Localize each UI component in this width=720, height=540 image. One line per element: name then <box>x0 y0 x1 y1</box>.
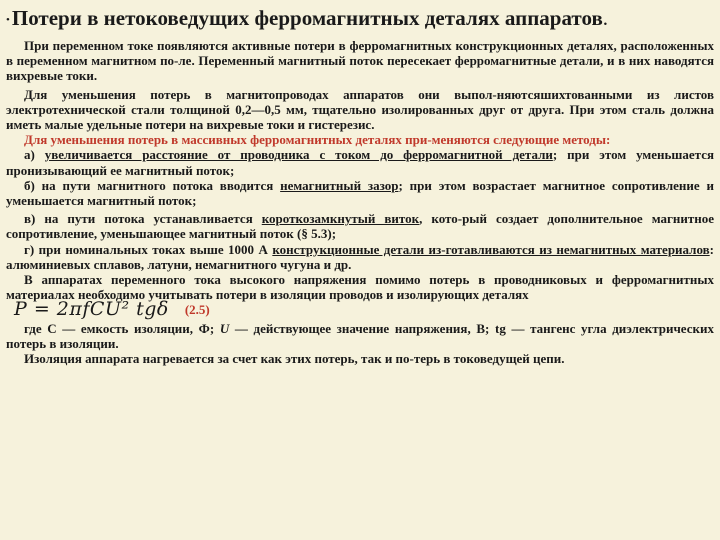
bullet-mark: • <box>6 14 10 27</box>
item-a-rest: ; при этом уменьшается пронизывающий ее магнитный поток; <box>6 147 714 178</box>
item-d-rest: : алюминиевых сплавов, латуни, немагнитного чугуна и др. <box>6 241 714 272</box>
paragraph-formula-legend <box>6 321 714 351</box>
method-item-d <box>6 242 714 272</box>
method-item-a <box>6 147 714 177</box>
paragraph-methods-intro: Для уменьшения потерь в массивных ферромагнитных деталях при-меняются следующие методы: <box>24 132 611 148</box>
item-b-rest: ; при этом возрастает магнитное сопротивление и уменьшается магнитный поток; <box>6 177 715 209</box>
slide-body <box>6 38 714 366</box>
item-a-underlined: увеличивается расстояние от проводника с током до ферромагнитной детали <box>44 147 553 163</box>
title-period: . <box>602 6 609 30</box>
slide-title <box>6 6 716 31</box>
item-c-rest: , кото-рый создает дополнительное магнитное сопротивление, уменьшающее магнитный поток (§ 5.3); <box>6 211 714 242</box>
legend-part-2: — действующее значение напряжения, В; tg — тангенс угла диэлектрических потерь в изоляции. <box>6 320 714 351</box>
item-b-prefix: б) на пути магнитного потока вводится <box>24 177 281 193</box>
item-a-prefix: а) <box>24 147 45 163</box>
formula-row <box>6 298 714 321</box>
insulation-text: В аппаратах переменного тока высокого напряжения помимо потерь в проводниковых и ферромагнитных материалах необходимо учитывать потери в изоляции проводов и изолирующих деталях <box>6 272 714 303</box>
item-c-prefix: в) на пути потока устанавливается <box>24 211 262 227</box>
method-item-b <box>6 178 714 208</box>
loss-formula: P = 2πfCU² tgδ <box>14 298 169 321</box>
paragraph-insulation-heating: Изоляция аппарата нагревается за счет как этих потерь, так и по-терь в токоведущей цепи. <box>24 351 565 367</box>
method-item-c <box>6 211 714 241</box>
item-d-underlined: конструкционные детали из-готавливаются из немагнитных материалов <box>272 241 710 257</box>
title-text: Потери в нетоковедущих ферромагнитных деталях аппаратов <box>11 6 603 30</box>
item-c-underlined: короткозамкнутый виток <box>261 211 420 227</box>
item-b-underlined: немагнитный зазор <box>280 177 399 193</box>
legend-voltage-symbol: U <box>219 320 230 336</box>
item-d-prefix: г) при номинальных токах выше 1000 А <box>24 241 273 257</box>
legend-part-1: где С — емкость изоляции, Ф; <box>24 320 220 336</box>
paragraph-laminated-cores: Для уменьшения потерь в магнитопроводах аппаратов они выпол-няютсяшихтованными из листов электротехнической стали толщиной 0,2—0,5 мм, тщательно изолированных друг от друга. При этом сталь должна иметь малые удельные потери на вихревые токи и гистерезис. <box>6 86 714 133</box>
equation-number: (2.5) <box>184 302 210 318</box>
paragraph-active-losses: При переменном токе появляются активные потери в ферромагнитных конструкционных деталях, расположенных в переменном магнитном по-ле. Переменный магнитный поток пересекает ферромагнитные детали, и в них наводятся вихревые токи. <box>6 38 714 84</box>
